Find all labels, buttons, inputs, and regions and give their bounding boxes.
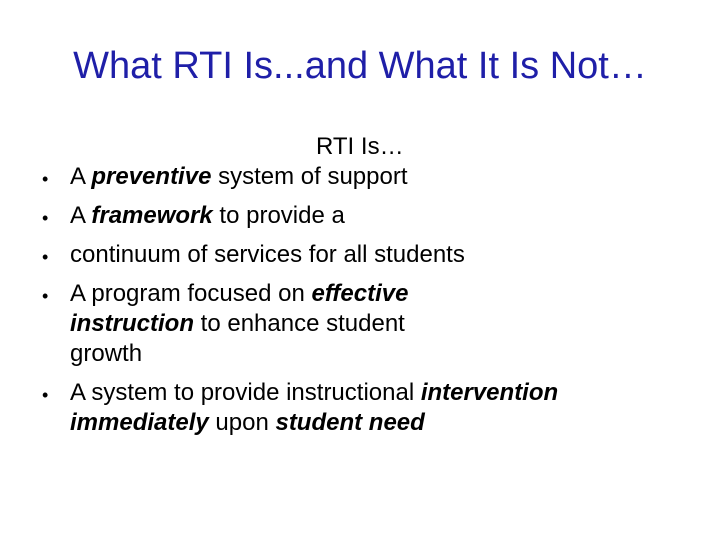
- list-item: [40, 378, 700, 438]
- bullet-text: system of support: [211, 163, 408, 190]
- bullet-text: upon: [208, 409, 276, 436]
- section-heading: RTI Is…: [316, 133, 404, 160]
- list-item: [40, 162, 700, 192]
- bullet-icon: •: [42, 247, 49, 267]
- bullet-text: A system to provide instructional: [70, 379, 421, 406]
- bullet-text: A program focused on: [70, 280, 312, 307]
- bullet-icon: •: [42, 169, 49, 189]
- emphasis-text: student need: [275, 409, 425, 436]
- emphasis-text: preventive: [91, 163, 212, 190]
- bullet-icon: •: [42, 208, 49, 228]
- slide-title: What RTI Is...and What It Is Not…: [73, 45, 647, 87]
- list-item: [40, 279, 700, 369]
- bullet-icon: •: [42, 385, 49, 405]
- bullet-text: A: [70, 202, 92, 229]
- bullet-icon: •: [42, 286, 49, 306]
- bullet-text: continuum of services for all students: [70, 241, 465, 268]
- emphasis-text: effective instruction: [70, 280, 409, 337]
- bullet-text: to provide a: [212, 202, 345, 229]
- bullet-text: to enhance student growth: [70, 310, 405, 367]
- bullet-list: [40, 162, 700, 447]
- bullet-text: A: [70, 163, 92, 190]
- emphasis-text: intervention immediately: [70, 379, 559, 436]
- list-item: [40, 201, 700, 231]
- list-item: [40, 240, 700, 270]
- emphasis-text: framework: [91, 202, 213, 229]
